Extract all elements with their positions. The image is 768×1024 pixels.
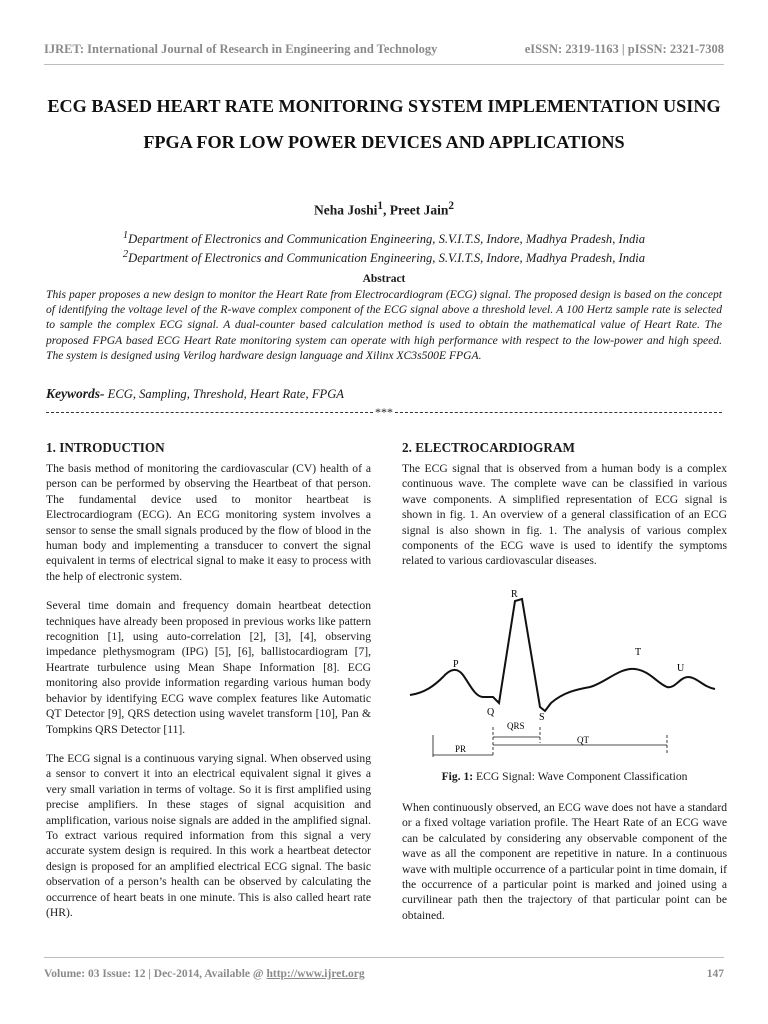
author-separator: , — [383, 202, 390, 218]
abstract-text: This paper proposes a new design to monitor the Heart Rate from Electrocardiogram (ECG) signal. The proposed design is based on the concept of identifying the voltage level of the R-wave complex component of the ECG signal above a threshold level. A 100 Hertz sample rate is selected to sample the complex ECG signal. A dual-counter based calculation method is used to obtain the mathematical value of Heart Rate. The proposed FPGA based ECG Heart Rate monitoring system can operate with high performance with respect to the low-power and high speed. The system is designed using Verilog hardware design language and Xilinx XC3s500E FPGA. — [46, 288, 722, 362]
paper-title: ECG BASED HEART RATE MONITORING SYSTEM IMPLEMENTATION USING FPGA FOR LOW POWER DEVICES AND APPLICATIONS — [47, 96, 721, 152]
ecg-figure — [405, 585, 725, 765]
figure-caption-text: ECG Signal: Wave Component Classification — [473, 770, 688, 783]
separator-stars: *** — [375, 405, 393, 419]
affiliations — [0, 228, 768, 266]
label-qt: QT — [577, 735, 589, 745]
label-pr: PR — [455, 744, 467, 754]
author-1: Neha Joshi — [314, 202, 378, 218]
footer-link[interactable]: http://www.ijret.org — [266, 968, 365, 980]
intro-heading: 1. INTRODUCTION — [46, 440, 165, 455]
intro-paragraph-2: Several time domain and frequency domain heartbeat detection techniques have already been proposed in previous works like pattern recognition [1], using auto-correlation [2], [3], [4], observing impedance plethysmogram (IPG) [5], [6], ballistocardiogram [7], Heartrate turbulence using Mean Shape Information [8]. ECG monitoring also provide information regarding various human body behavior by identifying ECG wave complex features like Automatic QT Detector [9], QRS detection using wavelet transform [10], Pan & Tompkins QRS Detector [11]. — [46, 599, 371, 736]
authors — [0, 200, 768, 219]
label-r: R — [511, 589, 518, 600]
label-p: P — [453, 659, 459, 670]
figure-caption-label: Fig. 1: — [441, 770, 474, 783]
ecg-paragraph-2: When continuously observed, an ECG wave does not have a standard or a fixed voltage variation profile. The Heart Rate of an ECG wave can be calculated by considering any observable component of the wave as all the component are repetitive in nature. In a continuous wave with multiple occurrence of a particular point in time domain, if the occurrence of a particular point is marked and joined using a curvilinear path then the trajectory of that particular point can be obtained. — [402, 801, 727, 922]
label-qrs: QRS — [507, 721, 525, 731]
keywords — [46, 386, 344, 402]
affiliation-1 — [0, 228, 768, 247]
affiliation-1-text: Department of Electronics and Communication Engineering, S.V.I.T.S, Indore, Madhya Pradesh, India — [128, 232, 646, 247]
label-t: T — [635, 647, 642, 658]
abstract-heading: Abstract — [362, 273, 406, 285]
footer-volume-text: Volume: 03 Issue: 12 | Dec-2014, Available @ — [44, 968, 267, 980]
left-column — [46, 461, 371, 934]
issn: eISSN: 2319-1163 | pISSN: 2321-7308 — [524, 42, 724, 56]
intro-paragraph-3: The ECG signal is a continuous varying signal. When observed using a sensor to convert it into an electrical equivalent signal it gives a very small variation in terms of voltage. So it is first amplified using precise amplifiers. In these stages of signal acquisition and amplification, various noise signals are added in the amplified signal. To extract various required information from this signal a very accurate system design is required. In this work a heartbeat detector design is proposed for an amplified electrical ECG signal. The basic observation of a person’s health can be observed by calculating the occurrence of heart beats in one minute. This is also called heart rate (HR). — [46, 751, 371, 919]
running-header — [44, 38, 724, 65]
right-column-bottom — [402, 800, 727, 937]
page-footer — [44, 957, 724, 980]
figure-caption — [402, 770, 727, 783]
affiliation-2 — [0, 247, 768, 266]
intro-paragraph-1: The basis method of monitoring the cardiovascular (CV) health of a person can be performed by observing the Heartbeat of that person. The fundamental device used to monitor heartbeat is Electrocardiogram (ECG). An ECG monitoring system involves a sensor to sense the small signals produced by the flow of blood in the human body and implementing a transducer to convert the signal equivalent in terms of electrical signal to make it easy to process with the help of electronic system. — [46, 462, 371, 583]
label-u: U — [677, 663, 685, 674]
ecg-heading: 2. ELECTROCARDIOGRAM — [402, 440, 575, 455]
ecg-waveform — [410, 599, 715, 711]
ecg-paragraph-1: The ECG signal that is observed from a human body is a complex continuous wave. The complete wave can be classified in various wave components. A simplified representation of ECG signal is shown in fig. 1. An overview of a general classification of an ECG signal is also shown in fig. 1. The analysis of various complex components of the ECG wave is used to identify the symptoms related to various cardiovascular diseases. — [402, 462, 727, 568]
right-column-top — [402, 461, 727, 583]
author-2-sup: 2 — [448, 200, 454, 212]
affiliation-2-sup: 2 — [122, 249, 129, 261]
label-s: S — [539, 712, 545, 723]
page-number: 147 — [706, 968, 724, 980]
section-separator — [46, 405, 722, 417]
author-1-sup: 1 — [377, 200, 384, 212]
footer-volume — [44, 968, 365, 980]
journal-name: IJRET: International Journal of Research in Engineering and Technology — [44, 42, 438, 56]
label-q: Q — [487, 707, 495, 718]
affiliation-1-sup: 1 — [122, 230, 129, 241]
keywords-text: ECG, Sampling, Threshold, Heart Rate, FPGA — [104, 387, 344, 401]
author-2: Preet Jain — [389, 202, 449, 218]
keywords-label: Keywords- — [46, 386, 105, 401]
affiliation-2-text: Department of Electronics and Communication Engineering, S.V.I.T.S, Indore, Madhya Pradesh, India — [128, 251, 646, 266]
